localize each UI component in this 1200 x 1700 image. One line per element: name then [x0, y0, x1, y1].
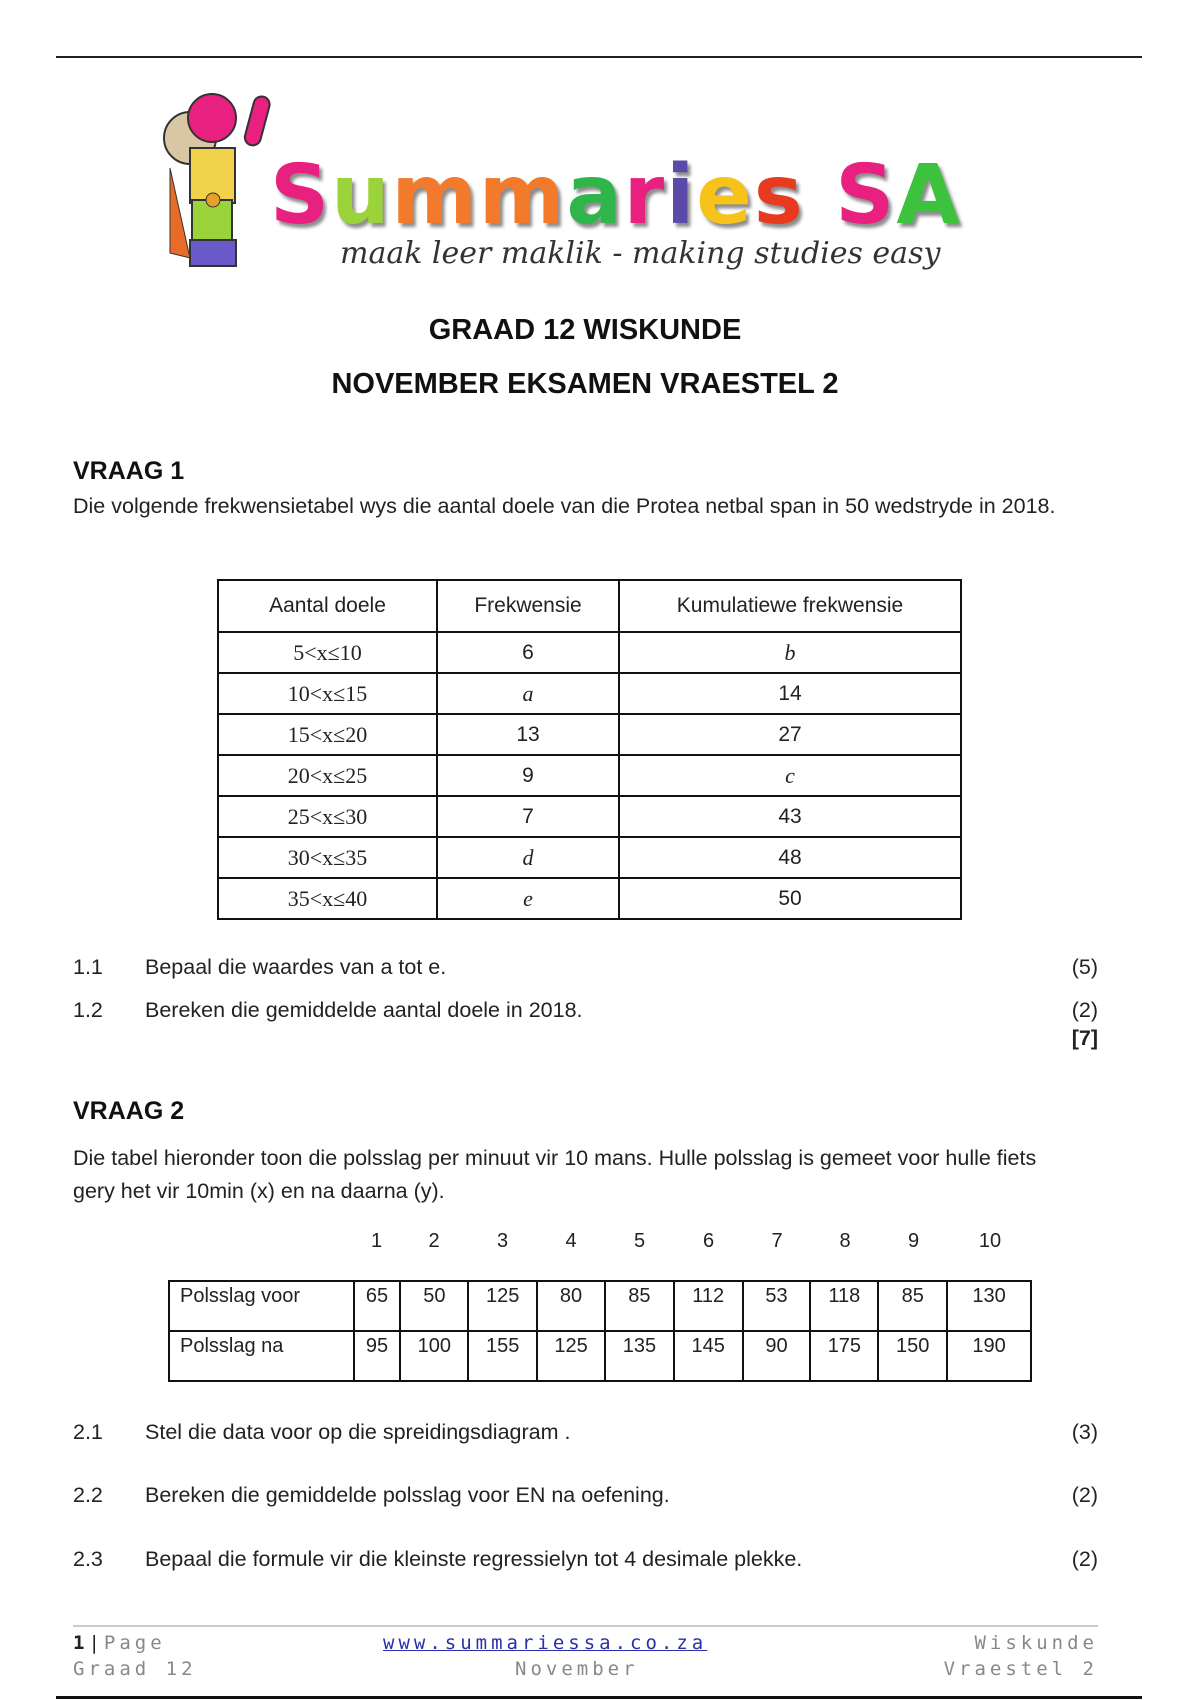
question-number: 2.2	[73, 1483, 103, 1507]
question-1-heading: VRAAG 1	[73, 457, 185, 485]
footer-rule	[73, 1625, 1098, 1627]
page-subtitle: NOVEMBER EKSAMEN VRAESTEL 2	[331, 368, 839, 400]
table-row	[218, 714, 961, 755]
participant-index: 8	[839, 1230, 851, 1252]
question-marks: (2)	[1071, 1547, 1098, 1571]
top-rule	[56, 56, 1142, 58]
table-cell: 53	[743, 1281, 811, 1331]
footer-page: 1|Page	[73, 1632, 166, 1654]
logo-letter: r	[623, 148, 667, 243]
participant-index: 4	[565, 1230, 577, 1252]
logo-letter: S	[270, 148, 332, 243]
summaries-sa-logo	[150, 88, 1030, 288]
participant-index: 7	[771, 1230, 783, 1252]
footer-month: November	[515, 1658, 639, 1680]
question-2-3	[73, 1547, 1098, 1577]
table-row	[218, 837, 961, 878]
question-marks: (2)	[1071, 1483, 1098, 1507]
participant-index: 3	[496, 1230, 509, 1252]
table-cell: a	[437, 673, 619, 714]
table-cell: 150	[878, 1331, 947, 1381]
table-cell: 6	[437, 632, 619, 673]
table-cell: 7	[437, 796, 619, 837]
table-cell: 48	[619, 837, 961, 878]
footer-url-wrap	[383, 1632, 707, 1654]
question-1-2	[73, 998, 1098, 1028]
table-cell: 43	[619, 796, 961, 837]
question-number: 1.1	[73, 955, 103, 979]
question-number: 1.2	[73, 998, 103, 1022]
table-cell: 125	[537, 1331, 605, 1381]
table-cell: 65	[354, 1281, 401, 1331]
pulse-table	[168, 1280, 1032, 1382]
table-cell: 35<x≤40	[218, 878, 437, 919]
question-marks: (3)	[1071, 1420, 1098, 1444]
footer-subject: Wiskunde	[974, 1632, 1098, 1654]
table-cell: 85	[605, 1281, 674, 1331]
table-cell: b	[619, 632, 961, 673]
table-cell: 9	[437, 755, 619, 796]
table-cell: 14	[619, 673, 961, 714]
participant-index: 5	[633, 1230, 646, 1252]
table-row	[218, 878, 961, 919]
question-text: Bereken die gemiddelde aantal doele in 2018.	[145, 998, 583, 1022]
page-label: Page	[103, 1632, 166, 1654]
logo-tagline: maak leer maklik - making studies easy	[340, 236, 941, 271]
table-cell: 112	[674, 1281, 743, 1331]
table-cell: 175	[810, 1331, 878, 1381]
table-cell: 118	[810, 1281, 878, 1331]
question-text: Bepaal die formule vir die kleinste regressielyn tot 4 desimale plekke.	[145, 1547, 803, 1571]
bottom-rule	[56, 1696, 1142, 1699]
table-header-row	[218, 580, 961, 632]
column-header: Kumulatiewe frekwensie	[619, 580, 961, 632]
table-cell: 125	[468, 1281, 537, 1331]
question-1-total: [7]	[1071, 1026, 1098, 1050]
table-row	[218, 632, 961, 673]
table-cell: 5<x≤10	[218, 632, 437, 673]
logo-letter	[805, 148, 836, 243]
logo-letter: S	[835, 148, 897, 243]
superhero-mascot-icon	[150, 88, 280, 278]
table-cell: 27	[619, 714, 961, 755]
table-cell: e	[437, 878, 619, 919]
table-cell: 13	[437, 714, 619, 755]
table-cell: 20<x≤25	[218, 755, 437, 796]
table-cell: c	[619, 755, 961, 796]
logo-letter: s	[753, 148, 805, 243]
footer-paper: Vraestel 2	[943, 1658, 1098, 1680]
question-marks: (2)	[1071, 998, 1098, 1022]
table-row	[169, 1281, 1031, 1331]
column-header: Aantal doele	[218, 580, 437, 632]
question-1-1	[73, 955, 1098, 985]
table-row	[169, 1331, 1031, 1381]
participant-index: 10	[978, 1230, 1002, 1252]
table-cell: 50	[400, 1281, 468, 1331]
table-cell: 25<x≤30	[218, 796, 437, 837]
table-cell: 135	[605, 1331, 674, 1381]
question-text: Bepaal die waardes van a tot e.	[145, 955, 447, 979]
table-cell: 100	[400, 1331, 468, 1381]
participant-index: 1	[370, 1230, 383, 1252]
logo-letter: i	[666, 148, 697, 243]
page-title: GRAAD 12 WISKUNDE	[428, 314, 742, 346]
table-cell: 80	[537, 1281, 605, 1331]
table-cell: 130	[947, 1281, 1031, 1331]
page-number: 1	[73, 1632, 89, 1654]
table-cell: d	[437, 837, 619, 878]
question-2-intro: Die tabel hieronder toon die polsslag per minuut vir 10 mans. Hulle polsslag is gemeet voor hulle fiets gery het vir 10min (x) en na daarna (y).	[73, 1146, 1037, 1203]
row-label: Polsslag voor	[169, 1281, 354, 1331]
table-cell: 155	[468, 1331, 537, 1381]
table-cell: 145	[674, 1331, 743, 1381]
question-2-heading: VRAAG 2	[73, 1097, 185, 1125]
question-2-2	[73, 1483, 1098, 1513]
question-text: Bereken die gemiddelde polsslag voor EN na oefening.	[145, 1483, 670, 1507]
question-2-1	[73, 1420, 1098, 1450]
row-label: Polsslag na	[169, 1331, 354, 1381]
table-row	[218, 673, 961, 714]
logo-letter: m	[478, 148, 567, 243]
table-cell: 85	[878, 1281, 947, 1331]
table-row	[218, 796, 961, 837]
table-cell: 30<x≤35	[218, 837, 437, 878]
footer-grade: Graad 12	[73, 1658, 197, 1680]
question-marks: (5)	[1071, 955, 1098, 979]
question-number: 2.1	[73, 1420, 103, 1444]
question-1-intro: Die volgende frekwensietabel wys die aantal doele van die Protea netbal span in 50 wedstryde in 2018.	[73, 494, 1056, 518]
table-cell: 90	[743, 1331, 811, 1381]
frequency-table	[217, 579, 962, 920]
participant-index: 6	[702, 1230, 715, 1252]
table-cell: 190	[947, 1331, 1031, 1381]
question-number: 2.3	[73, 1547, 103, 1571]
logo-wordmark	[270, 148, 962, 243]
logo-letter: u	[331, 148, 392, 243]
logo-letter: A	[896, 148, 962, 243]
table-row	[218, 755, 961, 796]
logo-letter: m	[391, 148, 479, 243]
table-cell: 50	[619, 878, 961, 919]
participant-index: 9	[907, 1230, 920, 1252]
logo-letter: e	[696, 148, 754, 243]
table-cell: 15<x≤20	[218, 714, 437, 755]
logo-letter: a	[566, 148, 624, 243]
column-header: Frekwensie	[437, 580, 619, 632]
question-text: Stel die data voor op die spreidingsdiagram .	[145, 1420, 571, 1444]
table-cell: 95	[354, 1331, 401, 1381]
website-link[interactable]: www.summariessa.co.za	[383, 1632, 708, 1654]
participant-index: 2	[428, 1230, 440, 1252]
table-cell: 10<x≤15	[218, 673, 437, 714]
